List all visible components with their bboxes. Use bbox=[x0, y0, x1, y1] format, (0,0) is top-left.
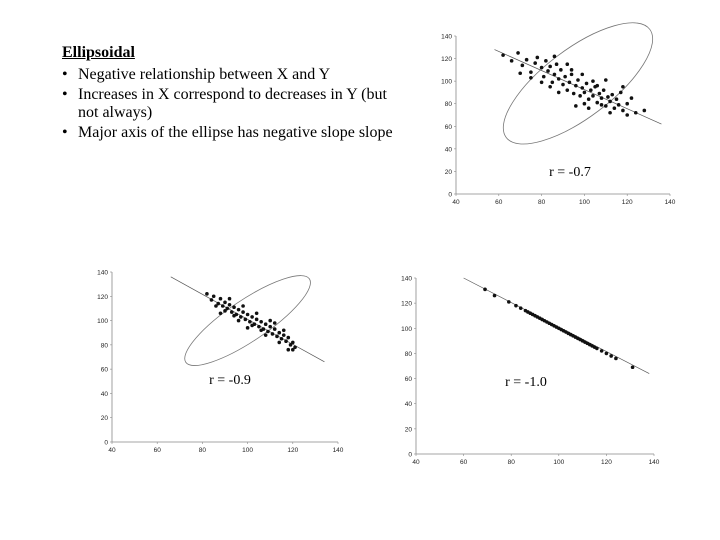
x-tick-label: 100 bbox=[553, 459, 565, 466]
data-point bbox=[246, 326, 250, 330]
data-point bbox=[536, 56, 540, 60]
data-point bbox=[525, 58, 529, 62]
data-point bbox=[570, 73, 574, 77]
data-point bbox=[282, 328, 286, 332]
y-tick-label: 0 bbox=[448, 191, 452, 199]
y-tick-label: 0 bbox=[104, 439, 108, 447]
data-point bbox=[228, 303, 232, 307]
x-tick-label: 100 bbox=[578, 199, 590, 206]
x-tick-label: 80 bbox=[198, 447, 207, 454]
x-tick-label: 120 bbox=[621, 199, 633, 206]
scatter-plot-r-0-9 bbox=[90, 262, 350, 462]
data-point bbox=[614, 357, 618, 361]
data-point bbox=[609, 354, 613, 358]
data-point bbox=[583, 91, 587, 95]
y-tick-label: 20 bbox=[100, 415, 108, 423]
data-point bbox=[634, 111, 638, 115]
data-point bbox=[625, 102, 629, 106]
correlation-label: r = -0.9 bbox=[209, 373, 251, 388]
data-point bbox=[205, 292, 209, 296]
data-point bbox=[212, 294, 216, 298]
data-point bbox=[602, 88, 606, 92]
scatter-plot-r-0-7 bbox=[430, 28, 680, 213]
data-point bbox=[630, 96, 634, 100]
y-tick-label: 80 bbox=[404, 350, 412, 358]
data-point bbox=[591, 94, 595, 98]
x-tick-label: 120 bbox=[600, 459, 612, 466]
data-point bbox=[572, 92, 576, 96]
data-point bbox=[615, 97, 619, 101]
data-point bbox=[580, 86, 584, 90]
data-point bbox=[559, 68, 563, 72]
data-point bbox=[241, 310, 245, 314]
scatter-plot-r-1-0 bbox=[392, 268, 672, 473]
data-point bbox=[221, 304, 225, 308]
data-point bbox=[548, 85, 552, 89]
y-tick-label: 120 bbox=[401, 300, 412, 308]
data-point bbox=[282, 333, 286, 337]
data-point bbox=[589, 88, 593, 92]
data-point bbox=[214, 304, 218, 308]
y-tick-label: 60 bbox=[100, 366, 108, 374]
scatter-plot-svg bbox=[430, 28, 680, 213]
data-point bbox=[570, 68, 574, 72]
data-point bbox=[255, 311, 259, 315]
data-point bbox=[228, 297, 232, 301]
y-tick-label: 40 bbox=[404, 401, 412, 409]
x-tick-label: 40 bbox=[412, 459, 420, 466]
x-tick-label: 40 bbox=[108, 447, 116, 454]
data-point bbox=[232, 314, 236, 318]
data-point bbox=[600, 96, 604, 100]
y-tick-label: 120 bbox=[441, 56, 452, 64]
data-point bbox=[540, 66, 544, 70]
scatter-plot-svg bbox=[90, 262, 350, 462]
x-tick-label: 60 bbox=[459, 459, 468, 466]
data-point bbox=[271, 332, 275, 336]
data-point bbox=[574, 84, 578, 88]
y-tick-label: 100 bbox=[97, 318, 108, 326]
correlation-label: r = -1.0 bbox=[505, 375, 547, 390]
data-point bbox=[516, 51, 520, 55]
data-point bbox=[268, 319, 272, 323]
data-point bbox=[617, 103, 621, 107]
data-point bbox=[244, 318, 248, 322]
data-point bbox=[605, 352, 609, 356]
x-tick-label: 40 bbox=[452, 199, 460, 206]
x-tick-label: 100 bbox=[242, 447, 254, 454]
data-point bbox=[574, 104, 578, 108]
data-point bbox=[585, 82, 589, 86]
data-point bbox=[561, 83, 565, 87]
data-point bbox=[280, 337, 284, 341]
data-point bbox=[291, 348, 295, 352]
data-point bbox=[608, 100, 612, 104]
y-tick-label: 60 bbox=[444, 123, 452, 131]
data-point bbox=[521, 64, 525, 68]
data-point bbox=[510, 59, 514, 63]
y-tick-label: 140 bbox=[401, 275, 412, 283]
data-point bbox=[595, 84, 599, 88]
data-point bbox=[275, 335, 279, 339]
data-point bbox=[595, 101, 599, 105]
data-point bbox=[277, 341, 281, 345]
trend-line bbox=[171, 277, 325, 362]
data-point bbox=[604, 78, 608, 82]
data-point bbox=[518, 71, 522, 75]
data-point bbox=[286, 336, 290, 340]
data-point bbox=[255, 318, 259, 322]
data-point bbox=[239, 315, 243, 319]
data-point bbox=[223, 309, 227, 313]
y-tick-label: 80 bbox=[444, 101, 452, 109]
confidence-ellipse bbox=[174, 262, 320, 379]
data-point bbox=[273, 327, 277, 331]
data-point bbox=[643, 109, 647, 113]
x-tick-label: 80 bbox=[537, 199, 546, 206]
data-point bbox=[291, 341, 295, 345]
data-point bbox=[266, 330, 270, 334]
data-point bbox=[557, 77, 561, 81]
data-point bbox=[259, 328, 263, 332]
data-point bbox=[493, 294, 497, 298]
data-point bbox=[223, 301, 227, 305]
data-point bbox=[264, 333, 268, 337]
data-point bbox=[237, 319, 241, 323]
y-tick-label: 0 bbox=[408, 451, 412, 459]
data-point bbox=[519, 306, 523, 310]
data-point bbox=[580, 73, 584, 77]
data-point bbox=[232, 305, 236, 309]
data-point bbox=[598, 92, 602, 96]
data-point bbox=[568, 80, 572, 84]
data-point bbox=[250, 315, 254, 319]
data-point bbox=[284, 339, 288, 343]
y-tick-label: 20 bbox=[404, 426, 412, 434]
data-point bbox=[619, 91, 623, 95]
x-tick-label: 60 bbox=[495, 199, 503, 206]
data-point bbox=[553, 73, 557, 77]
x-tick-label: 80 bbox=[507, 459, 515, 466]
data-point bbox=[533, 61, 537, 65]
data-point bbox=[565, 62, 569, 66]
data-point bbox=[219, 297, 223, 301]
section-heading: Ellipsoidal bbox=[62, 44, 135, 61]
y-tick-label: 140 bbox=[97, 269, 108, 277]
data-point bbox=[621, 85, 625, 89]
data-point bbox=[277, 331, 281, 335]
text-block bbox=[62, 44, 402, 144]
data-point bbox=[210, 298, 214, 302]
data-point bbox=[246, 313, 250, 317]
y-tick-label: 40 bbox=[444, 146, 452, 154]
data-point bbox=[553, 55, 557, 59]
x-tick-label: 140 bbox=[664, 199, 676, 206]
data-point bbox=[608, 111, 612, 115]
data-point bbox=[250, 324, 254, 328]
data-point bbox=[546, 69, 550, 73]
data-point bbox=[578, 94, 582, 98]
bullet-item: • Major axis of the ellipse has negative slope slope bbox=[62, 124, 402, 142]
data-point bbox=[557, 91, 561, 95]
bullet-item: • Increases in X correspond to decreases in Y (but not always) bbox=[62, 86, 402, 122]
data-point bbox=[544, 59, 548, 63]
data-point bbox=[237, 308, 241, 312]
confidence-ellipse bbox=[486, 2, 671, 165]
data-point bbox=[219, 311, 223, 315]
data-point bbox=[248, 320, 252, 324]
y-tick-label: 140 bbox=[441, 33, 452, 41]
data-point bbox=[600, 349, 604, 353]
data-point bbox=[587, 97, 591, 101]
y-tick-label: 40 bbox=[100, 390, 108, 398]
data-point bbox=[507, 300, 511, 304]
data-point bbox=[273, 321, 277, 325]
bullet-list bbox=[62, 66, 402, 142]
x-tick-label: 120 bbox=[287, 447, 299, 454]
y-tick-label: 20 bbox=[444, 168, 452, 176]
data-point bbox=[542, 75, 546, 79]
correlation-label: r = -0.7 bbox=[549, 165, 591, 180]
data-point bbox=[268, 325, 272, 329]
data-point bbox=[604, 104, 608, 108]
data-point bbox=[565, 88, 569, 92]
bullet-item: • Negative relationship between X and Y bbox=[62, 66, 402, 84]
data-point bbox=[625, 113, 629, 117]
data-point bbox=[563, 75, 567, 79]
data-point bbox=[610, 93, 614, 97]
data-point bbox=[514, 304, 518, 308]
y-tick-label: 120 bbox=[97, 293, 108, 301]
data-point bbox=[613, 106, 617, 110]
x-tick-label: 60 bbox=[153, 447, 161, 454]
data-point bbox=[551, 80, 555, 84]
data-point bbox=[259, 320, 263, 324]
data-point bbox=[600, 103, 604, 107]
data-point bbox=[230, 310, 234, 314]
y-tick-label: 80 bbox=[100, 342, 108, 350]
data-point bbox=[483, 288, 487, 292]
data-point bbox=[264, 322, 268, 326]
y-tick-label: 100 bbox=[441, 78, 452, 86]
data-point bbox=[540, 80, 544, 84]
data-point bbox=[606, 95, 610, 99]
data-point bbox=[529, 70, 533, 74]
data-point bbox=[591, 79, 595, 83]
data-point bbox=[241, 304, 245, 308]
x-tick-label: 140 bbox=[332, 447, 344, 454]
x-tick-label: 140 bbox=[648, 459, 660, 466]
y-tick-label: 60 bbox=[404, 376, 412, 384]
data-point bbox=[583, 102, 587, 106]
data-point bbox=[257, 325, 261, 329]
data-point bbox=[501, 53, 505, 57]
data-point bbox=[595, 347, 599, 351]
data-point bbox=[587, 106, 591, 110]
scatter-plot-svg bbox=[392, 268, 672, 473]
data-point bbox=[631, 365, 635, 369]
data-point bbox=[576, 78, 580, 82]
data-point bbox=[555, 62, 559, 66]
data-point bbox=[621, 109, 625, 113]
data-point bbox=[286, 348, 290, 352]
data-point bbox=[529, 76, 533, 80]
y-tick-label: 100 bbox=[401, 325, 412, 333]
data-point bbox=[548, 65, 552, 69]
